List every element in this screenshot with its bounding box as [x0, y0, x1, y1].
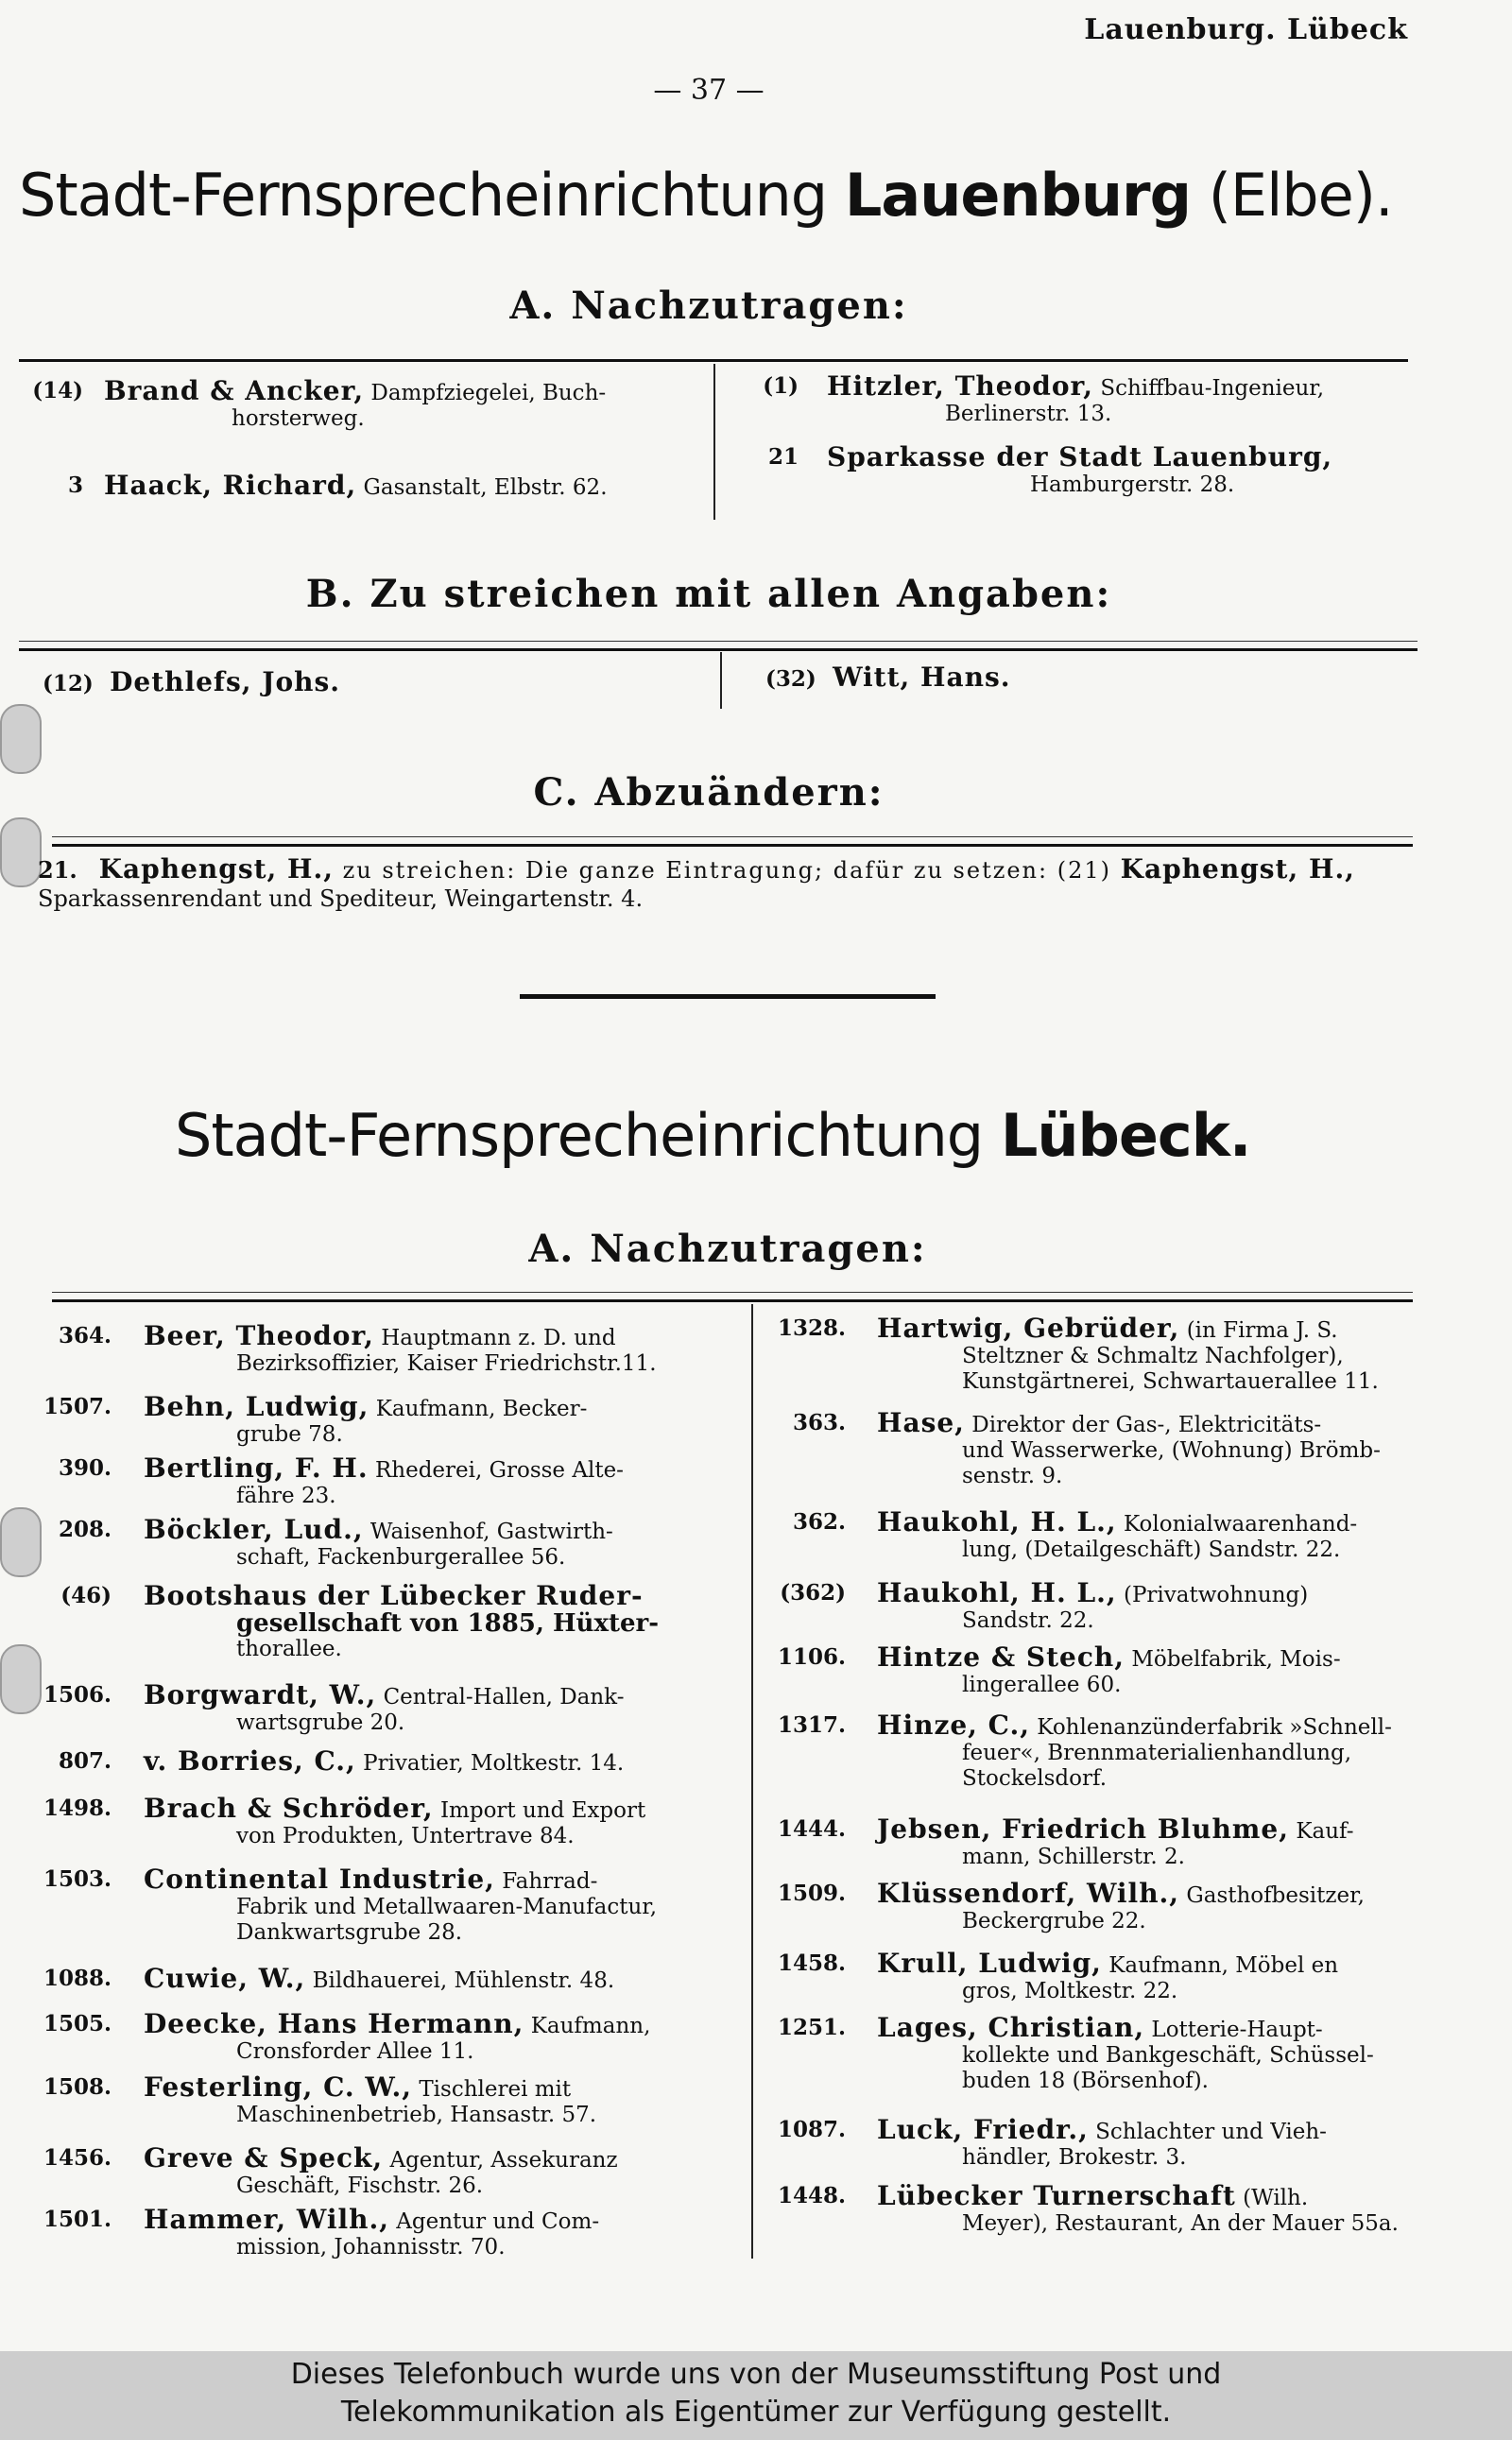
entry-name: Luck, Friedr.,	[877, 2114, 1089, 2145]
entry-number: (46)	[60, 1583, 112, 1608]
entry-name: v. Borries, C.,	[144, 1745, 356, 1777]
list-item	[0, 1963, 747, 1994]
entry-name: Brach & Schröder,	[144, 1793, 434, 1824]
entry-number: 1498.	[43, 1796, 112, 1821]
entry-continuation: horsterweg.	[232, 406, 365, 431]
page-number: — 37 —	[653, 74, 765, 107]
entry-name: Bertling, F. H.	[144, 1452, 369, 1484]
list-item	[0, 1514, 747, 1571]
entry-continuation: händler, Brokestr. 3.	[962, 2145, 1187, 2170]
entry-continuation: von Produkten, Untertrave 84.	[236, 1824, 575, 1848]
thumb-mark	[0, 817, 42, 887]
entry-text: (in Firma J. S.	[1186, 1318, 1338, 1343]
divider	[19, 359, 1408, 362]
entry-text: Kauf-	[1296, 1819, 1354, 1844]
list-item	[756, 1506, 1446, 1563]
list-item	[0, 1745, 747, 1777]
list-item	[756, 1878, 1446, 1934]
lauenburg-section-c-heading: C. Abzuändern:	[533, 770, 885, 815]
divider	[52, 1292, 1413, 1293]
divider	[52, 836, 1413, 837]
footer-line: Dieses Telefonbuch wurde uns von der Museumsstiftung Post und	[290, 2358, 1222, 2391]
entry-text: Schlachter und Vieh-	[1095, 2120, 1327, 2144]
list-item	[9, 375, 704, 473]
footer-notice	[0, 2351, 1512, 2440]
entry-text: Gasthofbesitzer,	[1186, 1883, 1365, 1908]
entry-text: Fahrrad-	[502, 1869, 598, 1894]
entry-name: Borgwardt, W.,	[144, 1679, 377, 1710]
entry-number: 208.	[58, 1517, 112, 1542]
entry-continuation: Berlinerstr. 13.	[945, 402, 1112, 426]
entry-number: 3	[67, 473, 83, 498]
list-item	[0, 2008, 747, 2065]
entry-name: Hartwig, Gebrüder,	[877, 1313, 1180, 1344]
entry-continuation: Maschinenbetrieb, Hansastr. 57.	[236, 2103, 597, 2127]
entry-name: Hitzler, Theodor,	[827, 370, 1093, 402]
entry-text: Agentur und Com-	[396, 2209, 600, 2234]
list-item	[0, 1452, 747, 1509]
entry-name: Cuwie, W.,	[144, 1963, 306, 1994]
entry-continuation: mann, Schillerstr. 2.	[962, 1845, 1185, 1869]
list-item	[737, 370, 1418, 444]
list-item	[756, 1813, 1446, 1870]
entry-number: 1501.	[43, 2207, 112, 2232]
thumb-mark	[0, 704, 42, 774]
entry-name: Böckler, Lud.,	[144, 1514, 364, 1545]
running-head: Lauenburg. Lübeck	[1084, 13, 1408, 46]
lauenburg-section-a-heading: A. Nachzutragen:	[509, 284, 908, 328]
divider	[52, 1299, 1413, 1302]
entry-text: Schiffbau-Ingenieur,	[1100, 376, 1325, 401]
entry-name: Beer, Theodor,	[144, 1320, 374, 1351]
list-item	[756, 1407, 1446, 1489]
list-item	[0, 2142, 747, 2199]
lauenburg-a-right-col	[737, 370, 1418, 498]
entry-number: 362.	[792, 1509, 846, 1535]
lauenburg-section-c-entry	[38, 855, 1408, 913]
entry-continuation: senstr. 9.	[962, 1464, 1063, 1488]
list-item	[0, 1391, 747, 1448]
entry-continuation: Geschäft, Fischstr. 26.	[236, 2174, 484, 2198]
entry-continuation: Beckergrube 22.	[962, 1909, 1146, 1933]
luebeck-title	[175, 1101, 1250, 1170]
list-item	[756, 2114, 1446, 2171]
lauenburg-section-b-heading: B. Zu streichen mit allen Angaben:	[305, 572, 1112, 616]
list-item	[756, 2180, 1446, 2237]
entry-number: 1087.	[777, 2117, 846, 2142]
entry-name: Kaphengst, H.,	[98, 853, 334, 885]
entry-number: 1251.	[777, 2015, 846, 2040]
list-item	[737, 441, 1418, 498]
entry-text: (Wilh.	[1243, 2186, 1309, 2210]
entry-text: Bildhauerei, Mühlenstr. 48.	[312, 1968, 615, 1993]
entry-name: Lages, Christian,	[877, 2012, 1145, 2043]
entry-number: 1505.	[43, 2011, 112, 2036]
entry-number: 1088.	[43, 1966, 112, 1991]
entry-continuation: buden 18 (Börsenhof).	[962, 2069, 1209, 2093]
entry-name: Lübecker Turnerschaft	[877, 2180, 1236, 2211]
entry-text: Central-Hallen, Dank-	[383, 1685, 625, 1710]
entry-number: 1508.	[43, 2074, 112, 2100]
section-end-rule	[520, 994, 936, 999]
entry-text: Sparkassenrendant und Spediteur, Weingartenstr. 4.	[38, 885, 644, 912]
entry-number: 21.	[38, 856, 77, 884]
entry-number: (12)	[43, 671, 94, 696]
list-item	[765, 664, 1011, 693]
entry-name: Behn, Ludwig,	[144, 1391, 369, 1422]
entry-name: Krull, Ludwig,	[877, 1948, 1102, 1979]
entry-continuation: grube 78.	[236, 1422, 343, 1447]
entry-continuation: Meyer), Restaurant, An der Mauer 55a.	[962, 2211, 1399, 2236]
entry-continuation: Sandstr. 22.	[962, 1608, 1094, 1633]
entry-text: Import und Export	[439, 1798, 646, 1823]
entry-text: Möbelfabrik, Mois-	[1131, 1647, 1341, 1672]
entry-continuation: lingerallee 60.	[962, 1673, 1122, 1697]
entry-continuation: gros, Moltkestr. 22.	[962, 1979, 1178, 2003]
entry-text: Waisenhof, Gastwirth-	[369, 1520, 613, 1544]
title-suffix: (Elbe).	[1191, 161, 1393, 230]
entry-continuation: fähre 23.	[236, 1484, 336, 1508]
list-item	[0, 2204, 747, 2260]
entry-number: 1509.	[777, 1881, 846, 1906]
entry-continuation: schaft, Fackenburgerallee 56.	[236, 1545, 566, 1570]
entry-name: Dethlefs, Johs.	[110, 666, 341, 697]
title-prefix: Stadt-Fernsprecheinrichtung	[19, 161, 845, 230]
list-item	[0, 2071, 747, 2128]
entry-name: Hase,	[877, 1407, 965, 1438]
list-item	[756, 1641, 1446, 1698]
entry-continuation: Bezirksoffizier, Kaiser Friedrichstr.11.	[236, 1351, 657, 1376]
entry-text: Privatier, Moltkestr. 14.	[363, 1751, 625, 1776]
entry-text: Direktor der Gas-, Elektricitäts-	[971, 1413, 1322, 1437]
entry-name: Hinze, C.,	[877, 1710, 1030, 1741]
entry-name: Festerling, C. W.,	[144, 2071, 412, 2103]
entry-number: 1328.	[777, 1315, 846, 1341]
list-item	[756, 2012, 1446, 2094]
entry-text: (Privatwohnung)	[1123, 1583, 1309, 1607]
list-item	[756, 1315, 1446, 1395]
entry-text: Tischlerei mit	[419, 2077, 572, 2102]
entry-number: 1448.	[777, 2183, 846, 2208]
entry-number: 1506.	[43, 1682, 112, 1708]
entry-text: Rhederei, Grosse Alte-	[374, 1458, 624, 1483]
entry-number: 1317.	[777, 1712, 846, 1738]
entry-name: Hintze & Stech,	[877, 1641, 1125, 1673]
luebeck-section-a-heading: A. Nachzutragen:	[528, 1227, 927, 1271]
entry-text: Kaufmann,	[530, 2014, 651, 2038]
entry-continuation: Hamburgerstr. 28.	[1030, 473, 1235, 497]
entry-name: Witt, Hans.	[833, 662, 1011, 693]
lauenburg-a-left-col	[9, 375, 704, 501]
entry-name: Bootshaus der Lübecker Ruder-	[144, 1580, 644, 1611]
entry-name: Greve & Speck,	[144, 2142, 384, 2174]
entry-continuation: Cronsforder Allee 11.	[236, 2039, 474, 2064]
entry-name: Haukohl, H. L.,	[877, 1577, 1117, 1608]
entry-text: Dampfziegelei, Buch-	[370, 381, 607, 405]
list-item	[756, 1712, 1446, 1792]
entry-text: zu streichen: Die ganze Eintragung; dafür zu setzen: (21)	[333, 857, 1121, 884]
divider	[19, 641, 1418, 642]
entry-number: 1503.	[43, 1866, 112, 1892]
entry-text: Agentur, Assekuranz	[389, 2148, 618, 2173]
entry-text: Kolonialwaarenhand-	[1123, 1512, 1358, 1537]
list-item	[0, 1320, 747, 1377]
column-divider	[720, 652, 722, 709]
entry-number: 807.	[58, 1748, 112, 1774]
entry-number: (1)	[763, 373, 799, 399]
entry-continuation: Fabrik und Metallwaaren-Manufactur,	[236, 1895, 658, 1919]
entry-number: 364.	[58, 1323, 112, 1349]
entry-name: Continental Industrie,	[144, 1864, 495, 1895]
list-item	[756, 1577, 1446, 1634]
entry-number: 1444.	[777, 1816, 846, 1842]
entry-text: Gasanstalt, Elbstr. 62.	[363, 475, 608, 500]
entry-name: Haack, Richard,	[104, 470, 357, 501]
entry-name: Deecke, Hans Hermann,	[144, 2008, 524, 2039]
entry-text: Lotterie-Haupt-	[1151, 2018, 1323, 2042]
entry-text: Kohlenanzünderfabrik »Schnell-	[1037, 1715, 1392, 1740]
entry-number: (362)	[780, 1580, 846, 1606]
list-item	[9, 666, 341, 697]
divider	[52, 844, 1413, 847]
divider	[19, 648, 1418, 651]
entry-continuation: Dankwartsgrube 28.	[236, 1920, 463, 1945]
entry-name: Brand & Ancker,	[104, 375, 365, 406]
entry-continuation: gesellschaft von 1885, Hüxter-	[236, 1609, 660, 1638]
entry-number: 1507.	[43, 1394, 112, 1419]
list-item	[0, 1580, 747, 1662]
list-item	[756, 1950, 1446, 2004]
entry-name: Klüssendorf, Wilh.,	[877, 1878, 1180, 1909]
entry-text: Kaufmann, Becker-	[375, 1397, 588, 1421]
entry-continuation: Steltzner & Schmaltz Nachfolger),	[962, 1344, 1344, 1368]
entry-number: (32)	[765, 666, 816, 692]
entry-number: 390.	[58, 1455, 112, 1481]
list-item	[9, 470, 704, 501]
title-city: Lübeck.	[1000, 1101, 1251, 1170]
entry-continuation: wartsgrube 20.	[236, 1710, 405, 1735]
column-divider	[751, 1304, 753, 2259]
entry-name: Kaphengst, H.,	[1120, 853, 1355, 885]
entry-continuation: kollekte und Bankgeschäft, Schüssel-	[962, 2043, 1374, 2068]
entry-continuation: Stockelsdorf.	[962, 1766, 1108, 1791]
list-item	[0, 1866, 747, 1946]
entry-number: (14)	[32, 378, 83, 404]
entry-name: Hammer, Wilh.,	[144, 2204, 389, 2235]
entry-number: 21	[767, 444, 799, 470]
entry-continuation: lung, (Detailgeschäft) Sandstr. 22.	[962, 1538, 1341, 1562]
entry-number: 1456.	[43, 2145, 112, 2171]
entry-number: 1458.	[777, 1950, 846, 1976]
entry-continuation: thorallee.	[236, 1637, 342, 1661]
entry-continuation: Kunstgärtnerei, Schwartauerallee 11.	[962, 1369, 1379, 1394]
footer-line: Telekommunikation als Eigentümer zur Verfügung gestellt.	[340, 2396, 1172, 2429]
entry-number: 1106.	[777, 1644, 846, 1670]
entry-text: Kaufmann, Möbel en	[1108, 1953, 1339, 1978]
title-prefix: Stadt-Fernsprecheinrichtung	[175, 1101, 1001, 1170]
entry-continuation: mission, Johannisstr. 70.	[236, 2235, 506, 2260]
entry-text: Hauptmann z. D. und	[381, 1326, 616, 1350]
entry-continuation: und Wasserwerke, (Wohnung) Brömb-	[962, 1438, 1381, 1463]
lauenburg-title	[19, 161, 1393, 230]
entry-name: Sparkasse der Stadt Lauenburg,	[827, 441, 1333, 473]
entry-number: 363.	[792, 1410, 846, 1435]
entry-name: Jebsen, Friedrich Bluhme,	[877, 1813, 1289, 1845]
title-city: Lauenburg	[844, 161, 1192, 230]
list-item	[0, 1679, 747, 1736]
entry-name: Haukohl, H. L.,	[877, 1506, 1117, 1538]
column-divider	[713, 364, 715, 520]
entry-continuation: feuer«, Brennmaterialienhandlung,	[962, 1741, 1352, 1765]
list-item	[0, 1793, 747, 1849]
